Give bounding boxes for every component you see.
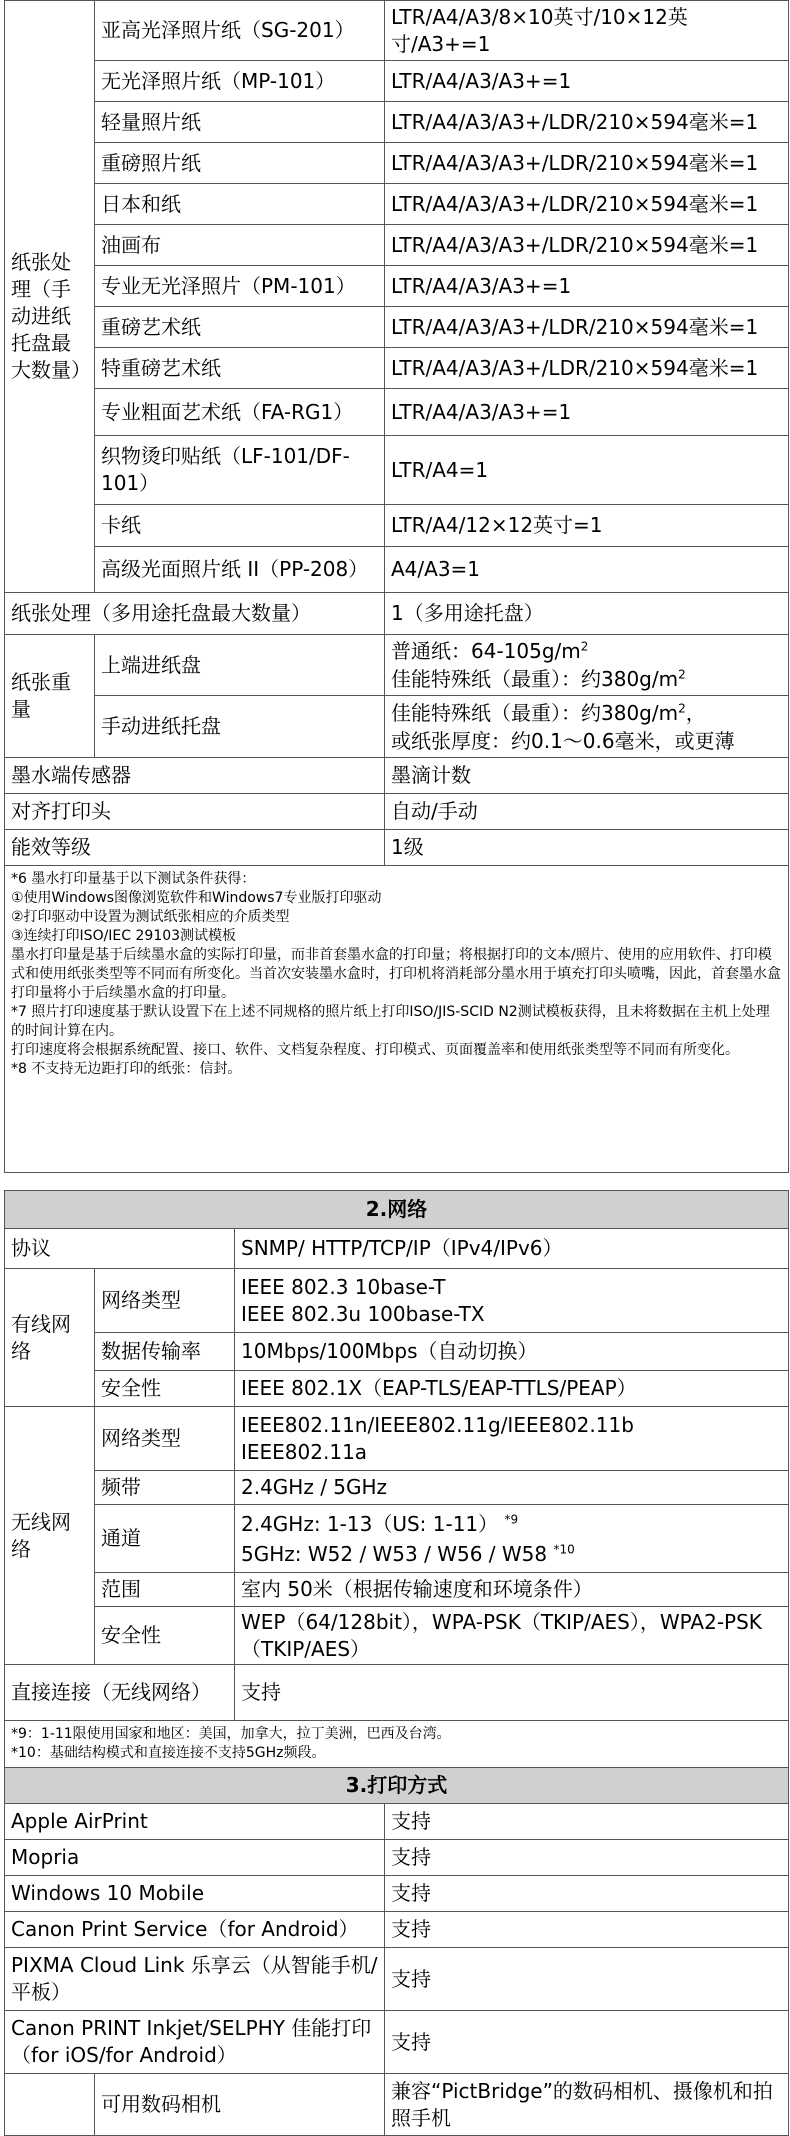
wireless-channel-value bbox=[235, 1505, 789, 1573]
protocol-value: SNMP/ HTTP/TCP/IP（IPv4/IPv6） bbox=[235, 1229, 789, 1269]
print-methods-table bbox=[4, 1767, 789, 2136]
weight-top-tray-label: 上端进纸盘 bbox=[95, 635, 385, 696]
wireless-band-value: 2.4GHz / 5GHz bbox=[235, 1471, 789, 1505]
footnote-line: ③连续打印ISO/IEC 29103测试模板 bbox=[11, 928, 237, 944]
tray-row-value: LTR/A4/A3/A3+/LDR/210×594毫米=1 bbox=[385, 225, 789, 266]
footnote-ref-10: *10 bbox=[553, 1541, 575, 1556]
direct-connect-value: 支持 bbox=[235, 1665, 789, 1721]
superscript-2: 2 bbox=[678, 667, 686, 682]
footnote-line: 打印速度将会根据系统配置、接口、软件、文档复杂程度、打印模式、页面覆盖率和使用纸张类型等不同而有所变化。 bbox=[11, 1042, 739, 1058]
footnote-ref-9: *9 bbox=[504, 1511, 519, 1526]
tray-row-value: LTR/A4/A3/A3+=1 bbox=[385, 266, 789, 307]
weight-manual-text: 佳能特殊纸（最重）：约380g/m bbox=[391, 700, 679, 725]
weight-manual-comma: ， bbox=[685, 700, 706, 725]
weight-special-text: 佳能特殊纸（最重）：约380g/m bbox=[391, 667, 679, 691]
channel-24ghz: 2.4GHz: 1-13（US: 1-11） bbox=[241, 1511, 499, 1536]
tray-row-value: LTR/A4/A3/A3+/LDR/210×594毫米=1 bbox=[385, 143, 789, 184]
print-method-value: 支持 bbox=[385, 2011, 789, 2074]
weight-top-tray-value bbox=[385, 635, 789, 696]
print-method-name: Canon PRINT Inkjet/SELPHY 佳能打印（for iOS/for Android） bbox=[5, 2011, 385, 2074]
tray-row-value: LTR/A4/A3/A3+/LDR/210×594毫米=1 bbox=[385, 307, 789, 348]
tray-row-name: 专业粗面艺术纸（FA-RG1） bbox=[95, 389, 385, 436]
superscript-2: 2 bbox=[678, 700, 686, 715]
multi-tray-label: 纸张处理（多用途托盘最大数量） bbox=[5, 593, 385, 635]
wireless-range-label: 范围 bbox=[95, 1573, 235, 1607]
tray-row-name: 日本和纸 bbox=[95, 184, 385, 225]
tray-row-name: 无光泽照片纸（MP-101） bbox=[95, 61, 385, 102]
wireless-channel-label: 通道 bbox=[95, 1505, 235, 1573]
tray-row-name: 织物烫印贴纸（LF-101/DF-101） bbox=[95, 436, 385, 505]
wireless-network-label: 无线网络 bbox=[5, 1407, 95, 1665]
tray-row-value: LTR/A4=1 bbox=[385, 436, 789, 505]
print-method-value: 支持 bbox=[385, 1840, 789, 1876]
align-head-label: 对齐打印头 bbox=[5, 794, 385, 830]
wireless-range-value: 室内 50米（根据传输速度和环境条件） bbox=[235, 1573, 789, 1607]
tray-row-name: 重磅艺术纸 bbox=[95, 307, 385, 348]
tray-row-name: 专业无光泽照片（PM-101） bbox=[95, 266, 385, 307]
superscript-2: 2 bbox=[580, 639, 589, 654]
network-section-title: 2.网络 bbox=[5, 1191, 789, 1229]
wireless-band-label: 频带 bbox=[95, 1471, 235, 1505]
tray-row-name: 特重磅艺术纸 bbox=[95, 348, 385, 389]
footnote-line: ①使用Windows图像浏览软件和Windows7专业版打印驱动 bbox=[11, 890, 382, 906]
ink-sensor-label: 墨水端传感器 bbox=[5, 758, 385, 794]
wired-rate-label: 数据传输率 bbox=[95, 1333, 235, 1371]
camera-label: 可用数码相机 bbox=[95, 2074, 385, 2136]
print-method-name: Mopria bbox=[5, 1840, 385, 1876]
wired-type-value bbox=[235, 1269, 789, 1333]
print-method-value: 支持 bbox=[385, 1948, 789, 2011]
direct-connect-label: 直接连接（无线网络） bbox=[5, 1665, 235, 1721]
footnote-line: ②打印驱动中设置为测试纸张相应的介质类型 bbox=[11, 909, 290, 925]
weight-plain-text: 普通纸：64-105g/m bbox=[391, 639, 581, 663]
tray-row-value: LTR/A4/A3/8×10英寸/10×12英寸/A3+=1 bbox=[385, 1, 789, 61]
footnote-line: *6 墨水打印量基于以下测试条件获得： bbox=[11, 871, 256, 887]
tray-row-value: LTR/A4/A3/A3+=1 bbox=[385, 389, 789, 436]
print-methods-title: 3.打印方式 bbox=[5, 1768, 789, 1804]
footnote-line: *7 照片打印速度基于默认设置下在上述不同规格的照片纸上打印ISO/JIS-SCID N2测试模板获得，且未将数据在主机上处理的时间计算在内。 bbox=[11, 1004, 770, 1039]
tray-row-name: 油画布 bbox=[95, 225, 385, 266]
tray-row-value: LTR/A4/A3/A3+/LDR/210×594毫米=1 bbox=[385, 184, 789, 225]
weight-manual-tray-value bbox=[385, 696, 789, 758]
print-method-name: Apple AirPrint bbox=[5, 1804, 385, 1840]
align-head-value: 自动/手动 bbox=[385, 794, 789, 830]
tray-row-value: LTR/A4/A3/A3+/LDR/210×594毫米=1 bbox=[385, 348, 789, 389]
footnotes-section1 bbox=[5, 866, 789, 1173]
tray-row-name: 高级光面照片纸 II（PP-208） bbox=[95, 547, 385, 593]
energy-value: 1级 bbox=[385, 830, 789, 866]
tray-row-name: 亚高光泽照片纸（SG-201） bbox=[95, 1, 385, 61]
ink-sensor-value: 墨滴计数 bbox=[385, 758, 789, 794]
wired-network-label: 有线网络 bbox=[5, 1269, 95, 1407]
wireless-type-line: IEEE802.11n/IEEE802.11g/IEEE802.11b bbox=[241, 1412, 634, 1437]
tray-row-value: LTR/A4/A3/A3+=1 bbox=[385, 61, 789, 102]
print-method-name: Canon Print Service（for Android） bbox=[5, 1912, 385, 1948]
protocol-label: 协议 bbox=[5, 1229, 235, 1269]
tray-row-name: 轻量照片纸 bbox=[95, 102, 385, 143]
tray-row-name: 重磅照片纸 bbox=[95, 143, 385, 184]
wireless-type-label: 网络类型 bbox=[95, 1407, 235, 1471]
tray-group-label: 纸张处理（手动进纸托盘最大数量） bbox=[5, 1, 95, 593]
wired-type-label: 网络类型 bbox=[95, 1269, 235, 1333]
weight-manual-thickness: 或纸张厚度：约0.1～0.6毫米，或更薄 bbox=[391, 728, 735, 753]
network-table bbox=[4, 1190, 789, 1770]
tray-row-value: LTR/A4/12×12英寸=1 bbox=[385, 505, 789, 547]
footnotes-section2 bbox=[5, 1721, 789, 1770]
paper-weight-label: 纸张重量 bbox=[5, 635, 95, 758]
tray-row-name: 卡纸 bbox=[95, 505, 385, 547]
tray-row-value: A4/A3=1 bbox=[385, 547, 789, 593]
footnote-line: 墨水打印量是基于后续墨水盒的实际打印量，而非首套墨水盒的打印量；将根据打印的文本/照片、使用的应用软件、打印模式和使用纸张类型等不同而有所变化。当首次安装墨水盒时，打印机将消耗部分墨水用于填充打印头喷嘴，因此，首套墨水盒打印量将小于后续墨水盒的打印量。 bbox=[11, 947, 781, 1001]
wired-type-line: IEEE 802.3u 100base-TX bbox=[241, 1301, 485, 1326]
print-method-name: Windows 10 Mobile bbox=[5, 1876, 385, 1912]
footnote-line: *8 不支持无边距打印的纸张：信封。 bbox=[11, 1061, 242, 1077]
paper-handling-section bbox=[4, 0, 788, 1173]
wireless-security-label: 安全性 bbox=[95, 1607, 235, 1665]
paper-handling-table bbox=[4, 0, 789, 1173]
weight-manual-tray-label: 手动进纸托盘 bbox=[95, 696, 385, 758]
print-method-value: 支持 bbox=[385, 1804, 789, 1840]
multi-tray-value: 1（多用途托盘） bbox=[385, 593, 789, 635]
footnote-line: *10：基础结构模式和直接连接不支持5GHz频段。 bbox=[11, 1745, 326, 1761]
print-method-value: 支持 bbox=[385, 1876, 789, 1912]
wired-security-label: 安全性 bbox=[95, 1371, 235, 1407]
tray-row-value: LTR/A4/A3/A3+/LDR/210×594毫米=1 bbox=[385, 102, 789, 143]
print-method-value: 支持 bbox=[385, 1912, 789, 1948]
wireless-type-line: IEEE802.11a bbox=[241, 1439, 368, 1464]
print-methods-section bbox=[4, 1767, 788, 2136]
channel-5ghz: 5GHz: W52 / W53 / W56 / W58 bbox=[241, 1541, 548, 1566]
camera-group-cell bbox=[5, 2074, 95, 2136]
camera-value: 兼容“PictBridge”的数码相机、摄像机和拍照手机 bbox=[385, 2074, 789, 2136]
energy-label: 能效等级 bbox=[5, 830, 385, 866]
print-method-name: PIXMA Cloud Link 乐享云（从智能手机/平板） bbox=[5, 1948, 385, 2011]
wired-rate-value: 10Mbps/100Mbps（自动切换） bbox=[235, 1333, 789, 1371]
network-section bbox=[4, 1190, 788, 1770]
wired-type-line: IEEE 802.3 10base-T bbox=[241, 1274, 446, 1299]
footnote-line: *9：1-11限使用国家和地区：美国，加拿大，拉丁美洲，巴西及台湾。 bbox=[11, 1726, 451, 1742]
wireless-type-value bbox=[235, 1407, 789, 1471]
wired-security-value: IEEE 802.1X（EAP-TLS/EAP-TTLS/PEAP） bbox=[235, 1371, 789, 1407]
wireless-security-value: WEP（64/128bit），WPA-PSK（TKIP/AES），WPA2-PSK（TKIP/AES） bbox=[235, 1607, 789, 1665]
